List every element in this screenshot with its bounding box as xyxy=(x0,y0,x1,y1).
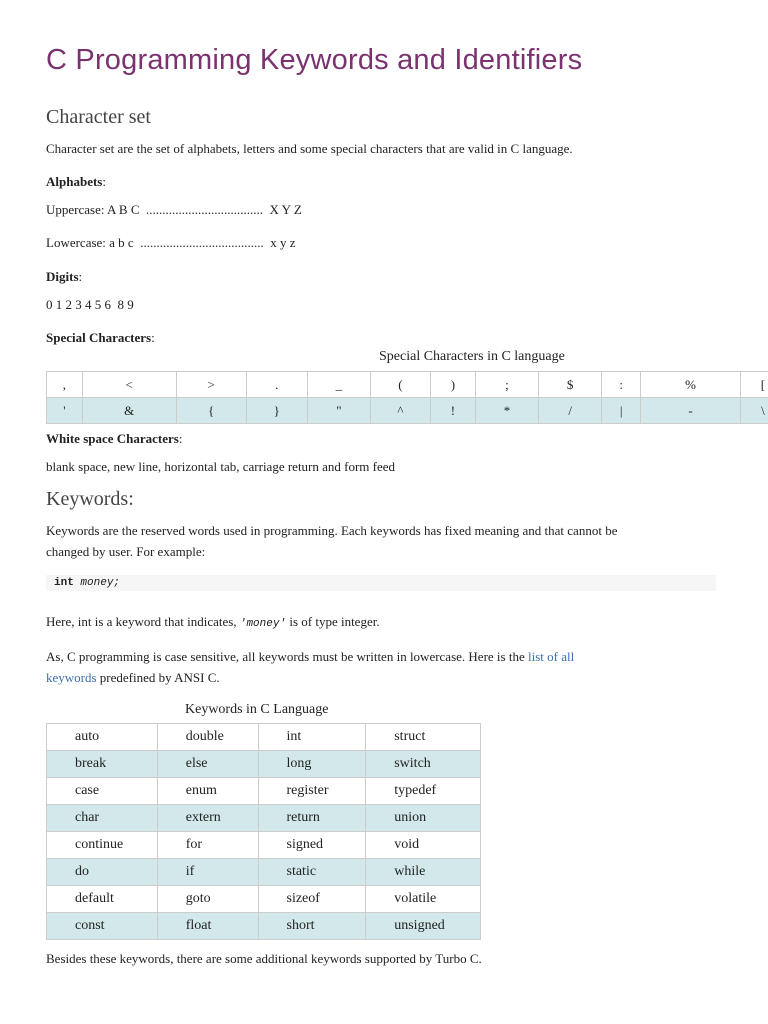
lowercase-line: Lowercase: a b c ...................................... x y z xyxy=(46,235,296,250)
keyword-cell: void xyxy=(366,832,481,859)
special-char-cell: - xyxy=(641,398,741,424)
keyword-cell: auto xyxy=(47,724,158,751)
keyword-cell: union xyxy=(366,805,481,832)
special-char-cell: * xyxy=(475,398,538,424)
special-char-cell: } xyxy=(246,398,307,424)
code-example xyxy=(46,575,716,591)
keywords-intro-2: changed by user. For example: xyxy=(46,544,206,559)
keyword-cell: do xyxy=(47,859,158,886)
special-char-cell: : xyxy=(602,372,641,398)
code-identifier: money; xyxy=(80,577,121,589)
special-row xyxy=(47,372,768,398)
keyword-cell: static xyxy=(258,859,366,886)
keyword-cell: else xyxy=(157,751,258,778)
keywords-heading: Keywords: xyxy=(46,488,134,510)
special-char-cell: ) xyxy=(430,372,475,398)
keyword-cell: float xyxy=(157,913,258,940)
keyword-cell: continue xyxy=(47,832,158,859)
keyword-cell: switch xyxy=(366,751,481,778)
keyword-cell: signed xyxy=(258,832,366,859)
keyword-cell: break xyxy=(47,751,158,778)
keyword-cell: default xyxy=(47,886,158,913)
special-char-cell: & xyxy=(82,398,176,424)
keyword-cell: volatile xyxy=(366,886,481,913)
charset-intro: Character set are the set of alphabets, letters and some special characters that are valid in C language. xyxy=(46,141,573,156)
uppercase-line: Uppercase: A B C .................................... X Y Z xyxy=(46,202,302,217)
keyword-cell: unsigned xyxy=(366,913,481,940)
special-char-cell: ( xyxy=(371,372,431,398)
keywords-table xyxy=(46,723,481,940)
special-char-cell: , xyxy=(47,372,83,398)
special-char-cell: . xyxy=(246,372,307,398)
keyword-cell: short xyxy=(258,913,366,940)
charset-heading: Character set xyxy=(46,106,151,128)
whitespace-label: White space Characters: xyxy=(46,431,183,446)
keyword-cell: typedef xyxy=(366,778,481,805)
special-char-cell: ^ xyxy=(371,398,431,424)
special-char-cell: % xyxy=(641,372,741,398)
special-char-cell: { xyxy=(176,398,246,424)
keywords-list-link[interactable]: list of all xyxy=(527,649,575,664)
keyword-cell: const xyxy=(47,913,158,940)
keyword-cell: extern xyxy=(157,805,258,832)
special-row xyxy=(47,398,768,424)
keyword-row xyxy=(47,886,481,913)
special-table-caption: Special Characters in C language xyxy=(379,349,565,364)
special-char-cell: | xyxy=(602,398,641,424)
keywords-table-caption: Keywords in C Language xyxy=(185,702,329,717)
keyword-cell: if xyxy=(157,859,258,886)
keyword-cell: double xyxy=(157,724,258,751)
special-char-cell: _ xyxy=(307,372,370,398)
keyword-cell: long xyxy=(258,751,366,778)
keyword-cell: register xyxy=(258,778,366,805)
special-char-cell: ; xyxy=(475,372,538,398)
keyword-cell: int xyxy=(258,724,366,751)
special-char-cell: / xyxy=(539,398,602,424)
keyword-row xyxy=(47,832,481,859)
keyword-row xyxy=(47,778,481,805)
keyword-cell: for xyxy=(157,832,258,859)
page-title: C Programming Keywords and Identifiers xyxy=(46,44,583,76)
besides-line: Besides these keywords, there are some additional keywords supported by Turbo C. xyxy=(46,951,482,966)
keyword-cell: char xyxy=(47,805,158,832)
keyword-cell: return xyxy=(258,805,366,832)
special-char-cell: > xyxy=(176,372,246,398)
keyword-cell: case xyxy=(47,778,158,805)
special-label: Special Characters: xyxy=(46,330,155,345)
digits-label: Digits: xyxy=(46,269,83,284)
special-char-cell: < xyxy=(82,372,176,398)
keyword-row xyxy=(47,724,481,751)
keywords-list-link-cont[interactable]: keywords xyxy=(46,670,97,685)
keyword-cell: goto xyxy=(157,886,258,913)
keywords-intro-1: Keywords are the reserved words used in programming. Each keywords has fixed meaning and that cannot be xyxy=(46,523,618,538)
special-char-cell: " xyxy=(307,398,370,424)
alphabets-label: Alphabets: xyxy=(46,174,106,189)
keyword-row xyxy=(47,913,481,940)
here-line: Here, int is a keyword that indicates, 'money' is of type integer. xyxy=(46,614,380,630)
case-line-2: keywords predefined by ANSI C. xyxy=(46,670,220,685)
keyword-cell: enum xyxy=(157,778,258,805)
keyword-cell: while xyxy=(366,859,481,886)
keyword-cell: struct xyxy=(366,724,481,751)
whitespace-line: blank space, new line, horizontal tab, carriage return and form feed xyxy=(46,459,396,474)
special-char-cell: [ xyxy=(740,372,768,398)
digits-line: 0 1 2 3 4 5 6 8 9 xyxy=(46,297,134,312)
keyword-cell: sizeof xyxy=(258,886,366,913)
special-char-cell: $ xyxy=(539,372,602,398)
case-line-1: As, C programming is case sensitive, all keywords must be written in lowercase. Here is the list of all xyxy=(46,649,575,664)
keyword-row xyxy=(47,859,481,886)
code-keyword: int xyxy=(54,577,74,589)
special-char-cell: ' xyxy=(47,398,83,424)
special-char-cell: \ xyxy=(740,398,768,424)
special-char-cell: ! xyxy=(430,398,475,424)
keyword-row xyxy=(47,805,481,832)
special-characters-table xyxy=(46,371,768,424)
keyword-row xyxy=(47,751,481,778)
